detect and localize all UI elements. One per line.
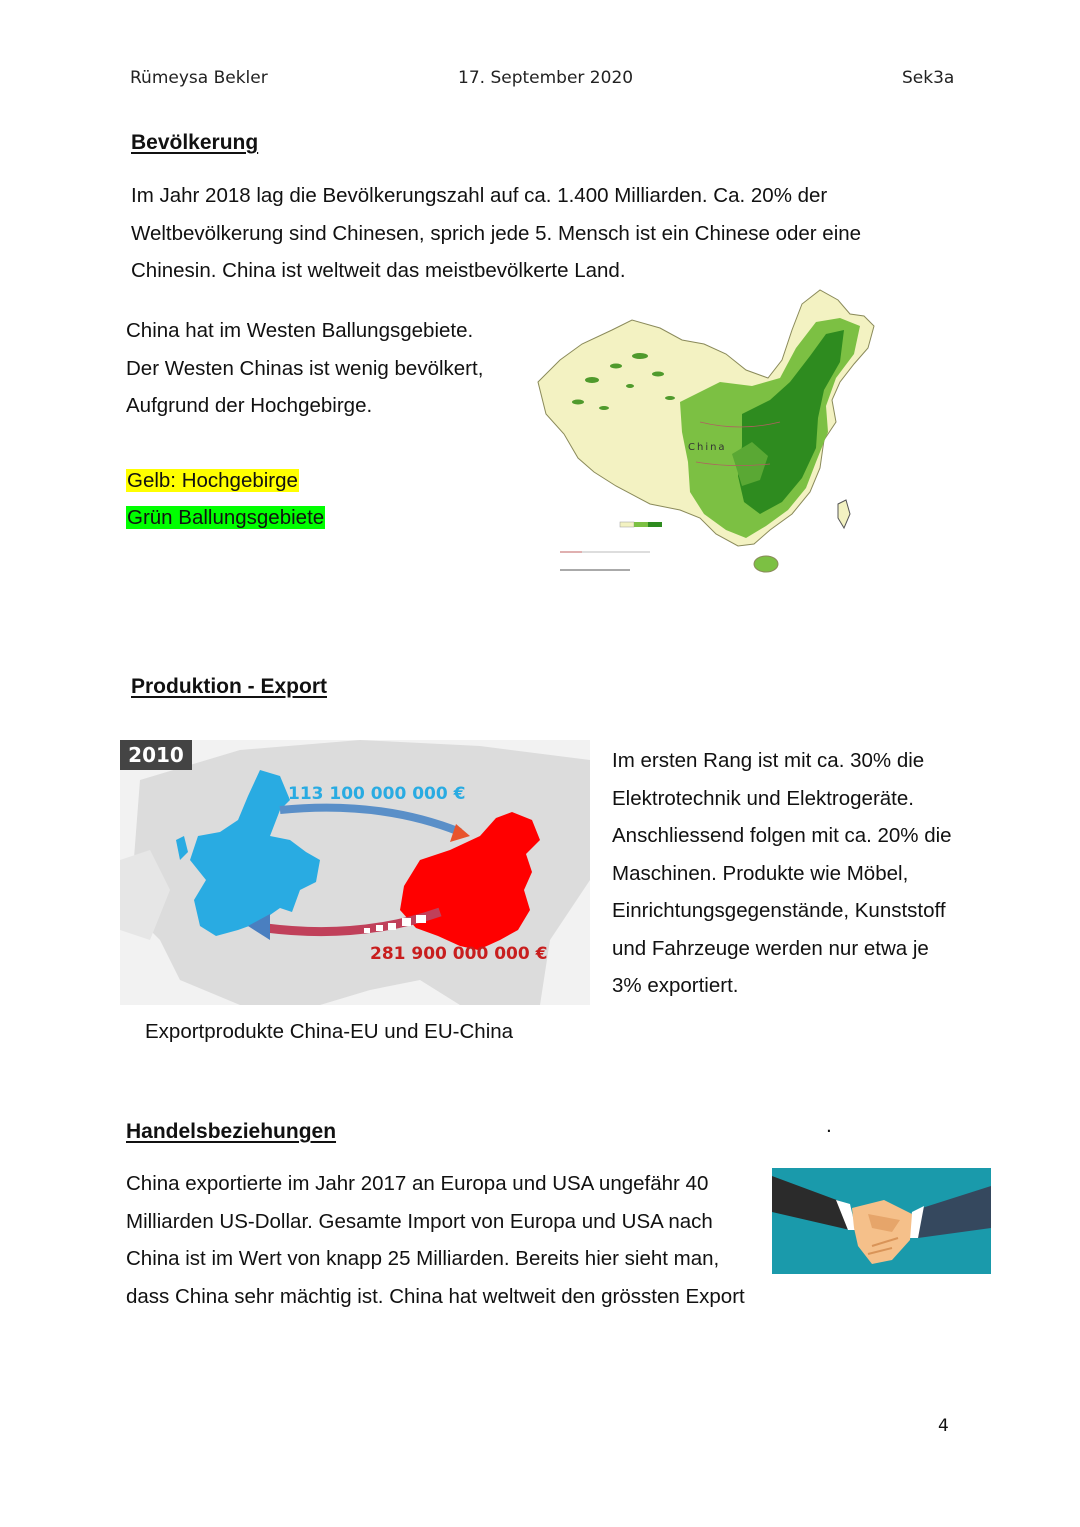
relations-line: Milliarden US-Dollar. Gesamte Import von Europa und USA nach (126, 1209, 713, 1233)
eu-to-china-value: 113 100 000 000 € (288, 784, 466, 804)
header-class: Sek3a (902, 68, 955, 88)
intro-line: Im Jahr 2018 lag die Bevölkerungszahl auf ca. 1.400 Milliarden. Ca. 20% der (131, 184, 828, 207)
page-number: 4 (938, 1416, 949, 1436)
relations-line: China exportierte im Jahr 2017 an Europa und USA ungefähr 40 (126, 1172, 709, 1195)
header-author: Rümeysa Bekler (130, 68, 268, 88)
side-line: Der Westen Chinas ist wenig bevölkert, (126, 356, 484, 380)
side-line: Aufgrund der Hochgebirge. (126, 394, 373, 417)
legend-green (126, 499, 325, 537)
export-text (612, 742, 1012, 1005)
population-intro (131, 177, 951, 290)
export-line: Maschinen. Produkte wie Möbel, (612, 861, 909, 885)
section-title-bevoelkerung: Bevölkerung (131, 131, 259, 154)
map-country-label: China (688, 442, 727, 453)
legend-yellow-label: Gelb: Hochgebirge (127, 469, 298, 492)
side-line: China hat im Westen Ballungsgebiete. (126, 319, 474, 342)
legend-green-label: Grün Ballungsgebiete (127, 506, 325, 529)
legend-yellow (126, 462, 299, 500)
export-line: und Fahrzeuge werden nur etwa je (612, 936, 929, 960)
section-title-handelsbeziehungen: Handelsbeziehungen (126, 1120, 337, 1143)
export-line: Im ersten Rang ist mit ca. 30% die (612, 749, 925, 772)
china-population-map (520, 282, 890, 582)
handshake-image (772, 1168, 991, 1274)
relations-line: dass China sehr mächtig ist. China hat weltweit den grössten Export (126, 1284, 745, 1308)
stray-dot: . (826, 1114, 832, 1137)
export-line: Elektrotechnik und Elektrogeräte. (612, 786, 914, 810)
export-line: Anschliessend folgen mit ca. 20% die (612, 824, 952, 847)
section-title-produktion: Produktion - Export (131, 675, 327, 698)
population-side-text (126, 312, 526, 425)
relations-line: China ist im Wert von knapp 25 Milliarden. Bereits hier sieht man, (126, 1247, 720, 1270)
trade-map-caption: Exportprodukte China-EU und EU-China (145, 1020, 514, 1043)
trade-year: 2010 (128, 743, 184, 767)
export-line: 3% exportiert. (612, 974, 739, 997)
header-date: 17. September 2020 (458, 68, 634, 88)
china-to-eu-value: 281 900 000 000 € (370, 944, 548, 964)
trade-relations-text (126, 1165, 806, 1315)
trade-map (120, 740, 590, 1005)
intro-line: Chinesin. China ist weltweit das meistbevölkerte Land. (131, 259, 626, 282)
intro-line: Weltbevölkerung sind Chinesen, sprich jede 5. Mensch ist ein Chinese oder eine (131, 221, 862, 245)
export-line: Einrichtungsgegenstände, Kunststoff (612, 899, 946, 922)
